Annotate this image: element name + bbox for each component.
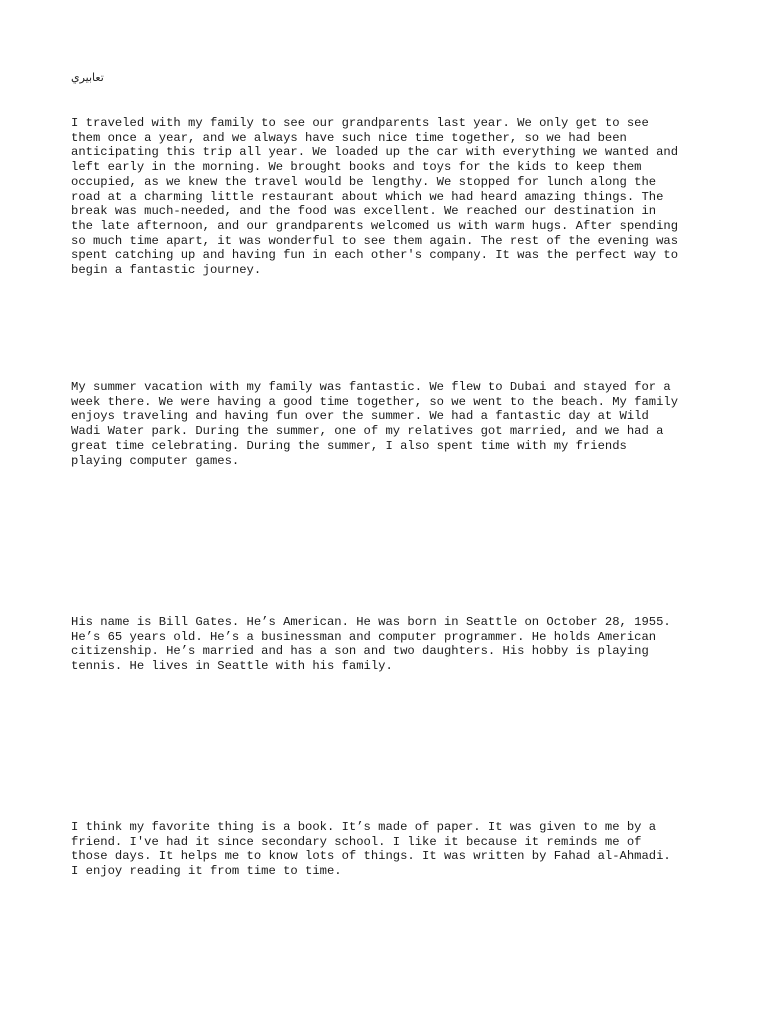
paragraph-favorite-thing: I think my favorite thing is a book. It’s made of paper. It was given to me by a friend. I've had it since secondary school. I like it because it reminds me of those days. It helps me to know lots of things. It was written by Fahad al-Ahmadi. I enjoy reading it from time to time. [71, 820, 671, 879]
paragraph-bill-gates: His name is Bill Gates. He’s American. He was born in Seattle on October 28, 1955. He’s 65 years old. He’s a businessman and computer programmer. He holds American citizenship. He’s married and has a son and two daughters. His hobby is playing tennis. He lives in Seattle with his family. [71, 615, 671, 674]
paragraph-summer-vacation: My summer vacation with my family was fantastic. We flew to Dubai and stayed for a week there. We were having a good time together, so we went to the beach. My family enjoys traveling and having fun over the summer. We had a fantastic day at Wild Wadi Water park. During the summer, one of my relatives got married, and we had a great time celebrating. During the summer, I also spent time with my friends playing computer games. [71, 380, 679, 468]
document-heading: تعابيري [71, 71, 104, 84]
paragraph-family-trip: I traveled with my family to see our grandparents last year. We only get to see them once a year, and we always have such nice time together, so we had been anticipating this trip all year. We loaded up the car with everything we wanted and left early in the morning. We brought books and toys for the kids to keep them occupied, as we knew the travel would be lengthy. We stopped for lunch along the road at a charming little restaurant about which we had heard amazing things. The break was much-needed, and the food was excellent. We reached our destination in the late afternoon, and our grandparents welcomed us with warm hugs. After spending so much time apart, it was wonderful to see them again. The rest of the evening was spent catching up and having fun in each other's company. It was the perfect way to begin a fantastic journey. [71, 116, 679, 278]
